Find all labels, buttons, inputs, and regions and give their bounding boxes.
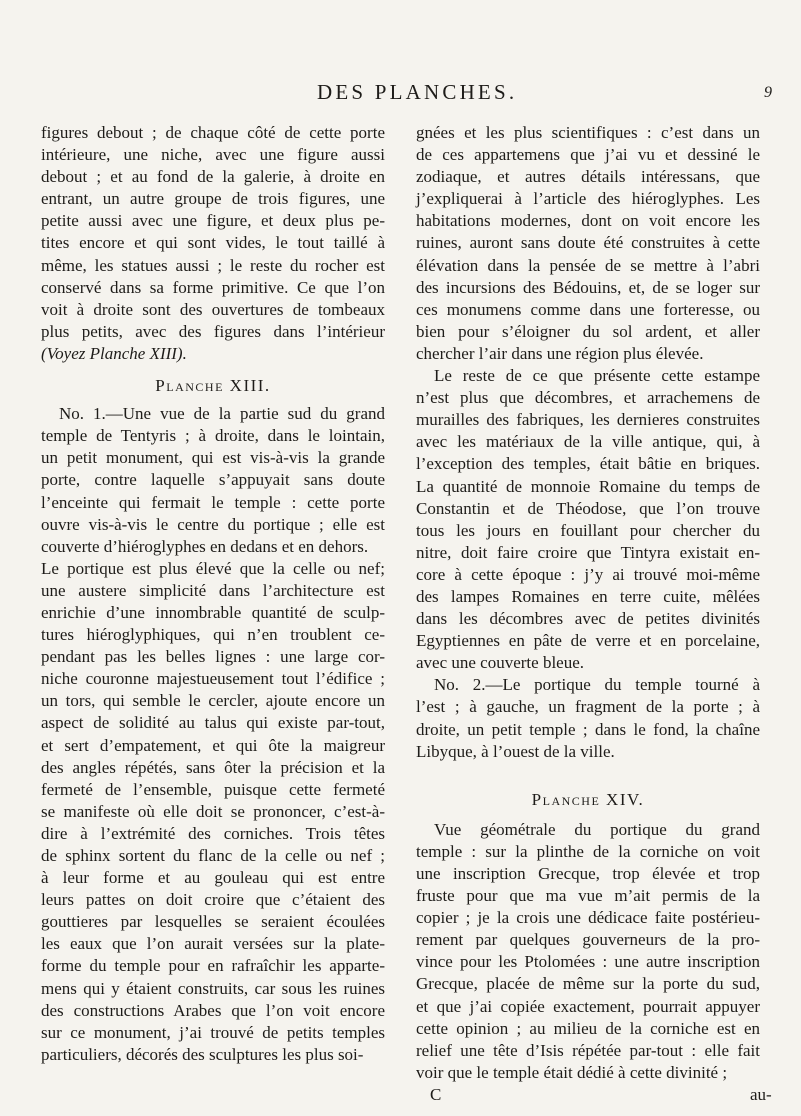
text-line: core à cette époque : j’y ai trouvé moi-même (416, 564, 760, 584)
text-line: une inscription Grecque, trop élevée et trop (416, 864, 760, 883)
text-line: avec les matériaux de la ville antique, qui, à (416, 432, 760, 452)
text-line: de ces appartemens que j’ai vu et dessiné le (416, 145, 760, 165)
paragraph-right-3 (416, 674, 760, 762)
text-line: leurs pattes on doit croire que c’étaient des (41, 890, 385, 910)
text-line: zodiaque, et autres détails intéressans, que (416, 167, 760, 187)
text-line: rement par quelques gouverneurs de la pro- (416, 930, 760, 950)
text-line: (Voyez Planche XIII). (41, 343, 187, 363)
running-head (0, 80, 801, 110)
text-line: plus petits, avec des figures dans l’intérieur (41, 321, 385, 341)
text-line: Le reste de ce que présente cette estampe (434, 366, 760, 386)
text-line: couverte d’hiéroglyphes en dedans et en dehors. (41, 536, 369, 556)
text-line: l’exception des temples, était bâtie en briques. (416, 454, 760, 474)
text-line: les eaux que l’on aurait versées sur la plate- (41, 934, 385, 954)
text-line: intérieure, une niche, avec une figure aussi (41, 145, 385, 165)
text-line: dire à l’extrémité des corniches. Trois têtes (41, 823, 385, 843)
text-line: Grecque, placée de même sur la porte du sud, (416, 974, 760, 994)
text-line: ruines, auront sans doute été construites à cette (416, 233, 760, 253)
paragraph-left-2 (41, 403, 385, 558)
paragraph-right-4 (416, 819, 760, 1084)
text-line: figures debout ; de chaque côté de cette porte (41, 123, 385, 142)
text-line: Le portique est plus élevé que la celle ou nef; (41, 558, 385, 578)
text-line: ouvre vis-à-vis le centre du portique ; elle est (41, 514, 385, 534)
right-column (416, 122, 760, 1084)
text-line: petite aussi avec une figure, et deux plus pe- (41, 211, 385, 231)
paragraph-left-1 (41, 122, 385, 365)
text-line: entrant, un autre groupe de trois figures, une (41, 189, 385, 209)
page-number: 9 (764, 84, 772, 101)
text-line: l’est ; à gauche, un fragment de la porte ; à (416, 697, 760, 717)
text-line: relief une tête d’Isis répétée par-tout : elle fait (416, 1040, 760, 1060)
text-line: tous les jours en fouillant pour chercher du (416, 520, 760, 540)
text-line: La quantité de monnoie Romaine du temps de (416, 476, 760, 496)
text-line: et sert d’empatement, et qui ôte la maigreur (41, 735, 385, 755)
text-line: se manifeste où elle doit se prononcer, c’est-à- (41, 801, 385, 821)
text-line: murailles des fabriques, les dernieres construites (416, 410, 760, 430)
text-line: chercher l’air dans une région plus élevée. (416, 343, 704, 363)
text-line: Vue géométrale du portique du grand (434, 819, 760, 839)
text-line: No. 2.—Le portique du temple tourné à (434, 675, 760, 695)
text-line: tites encore et qui sont vides, le tout taillé à (41, 233, 385, 253)
text-line: porte, contre laquelle s’appuyait sans doute (41, 470, 385, 490)
text-line: gnées et les plus scientifiques : c’est dans un (416, 123, 760, 142)
text-line: des lampes Romaines en terre cuite, mêlées (416, 586, 760, 606)
text-line: vince pour les Ptolomées : une autre inscription (416, 952, 760, 972)
text-line: aspect de solidité au talus qui existe par-tout, (41, 713, 385, 733)
text-line: j’expliquerai à l’article des hiéroglyphes. Les (416, 189, 760, 209)
text-line: temple : sur la plinthe de la corniche on voit (416, 841, 760, 861)
text-line: des constructions Arabes que l’on voit encore (41, 1000, 385, 1020)
text-line: un tors, qui semble le cercler, ajoute encore un (41, 691, 385, 711)
text-line: tures hiéroglyphiques, qui n’en troublent ce- (41, 625, 385, 645)
text-line: sur ce monument, j’ai trouvé de petits temples (41, 1022, 385, 1042)
text-line: ces monumens comme dans une forteresse, ou (416, 299, 760, 319)
text-line: n’est plus que décombres, et arrachemens de (416, 388, 760, 408)
text-line: mens qui y étaient construits, car sous les ruines (41, 978, 385, 998)
catchword: au- (750, 1085, 772, 1104)
running-title: DES PLANCHES. (317, 80, 518, 104)
text-line: bien pour s’éloigner du sol ardent, et aller (416, 321, 760, 341)
text-line: Egyptiennes en pâte de verre et en porcelaine, (416, 631, 760, 651)
text-line: gouttieres par lesquelles se seraient écoulées (41, 912, 385, 932)
text-line: nitre, doit faire croire que Tintyra existait en- (416, 542, 760, 562)
paragraph-right-1 (416, 122, 760, 365)
text-line: cette opinion ; au milieu de la corniche est en (416, 1018, 760, 1038)
text-line: temple de Tentyris ; à droite, dans le lointain, (41, 426, 385, 446)
paragraph-right-2 (416, 365, 760, 674)
text-line: pendant pas les belles lignes : une large cor- (41, 647, 385, 667)
plate-heading-xiv: Planche XIV. (531, 789, 645, 809)
text-line: de sphinx sortent du flanc de la celle ou nef ; (41, 846, 385, 865)
text-line: l’enceinte qui fermait le temple : cette porte (41, 492, 385, 512)
signature-mark: C (430, 1085, 442, 1104)
text-line: voir que le temple était dédié à cette divinité ; (416, 1062, 728, 1082)
text-line: forme du temple pour en rafraîchir les apparte- (41, 956, 385, 976)
text-line: fruste pour que ma vue m’ait permis de la (416, 886, 760, 906)
text-line: un petit monument, qui est vis-à-vis la grande (41, 448, 385, 468)
text-line: debout ; et au fond de la galerie, à droite en (41, 167, 385, 187)
plate-heading-xiii: Planche XIII. (155, 376, 271, 396)
text-line: à leur forme et au gouleau qui est entre (41, 868, 385, 888)
text-line: voit à droite sont des ouvertures de tombeaux (41, 299, 385, 319)
text-line: conservé dans sa forme primitive. Ce que l’on (41, 277, 385, 297)
text-line: avec une couverte bleue. (416, 653, 585, 673)
text-line: même, les statues aussi ; le reste du rocher est (41, 255, 385, 275)
text-line: droite, un petit temple ; dans le fond, la chaîne (416, 719, 760, 739)
text-line: une austere simplicité dans l’architecture est (41, 580, 385, 600)
text-line: No. 1.—Une vue de la partie sud du grand (59, 404, 385, 424)
text-line: des angles répétés, sans ôter la précision et la (41, 757, 385, 777)
text-line: copier ; je la crois une dédicace faite postérieu- (416, 908, 760, 928)
text-line: particuliers, décorés des sculptures les plus soi- (41, 1044, 364, 1064)
text-line: dans les décombres avec de petites divinités (416, 609, 760, 629)
text-line: Constantin et de Théodose, que l’on trouve (416, 498, 760, 518)
left-column (41, 122, 385, 1066)
text-line: des incursions des Bédouins, et, de se loger sur (416, 277, 760, 297)
paragraph-left-3 (41, 558, 385, 1066)
text-line: Libyque, à l’ouest de la ville. (416, 741, 615, 761)
text-line: enrichie d’une innombrable quantité de sculp- (41, 602, 385, 622)
text-line: fermeté de l’ensemble, puisque cette fermeté (41, 779, 385, 799)
text-line: niche couronne majestueusement tout l’édifice ; (41, 669, 385, 689)
text-line: et que j’ai copiée exactement, pourrait appuyer (416, 996, 760, 1016)
text-line: élévation dans la pensée de se mettre à l’abri (416, 255, 760, 275)
text-line: habitations modernes, dont on voit encore les (416, 211, 760, 231)
